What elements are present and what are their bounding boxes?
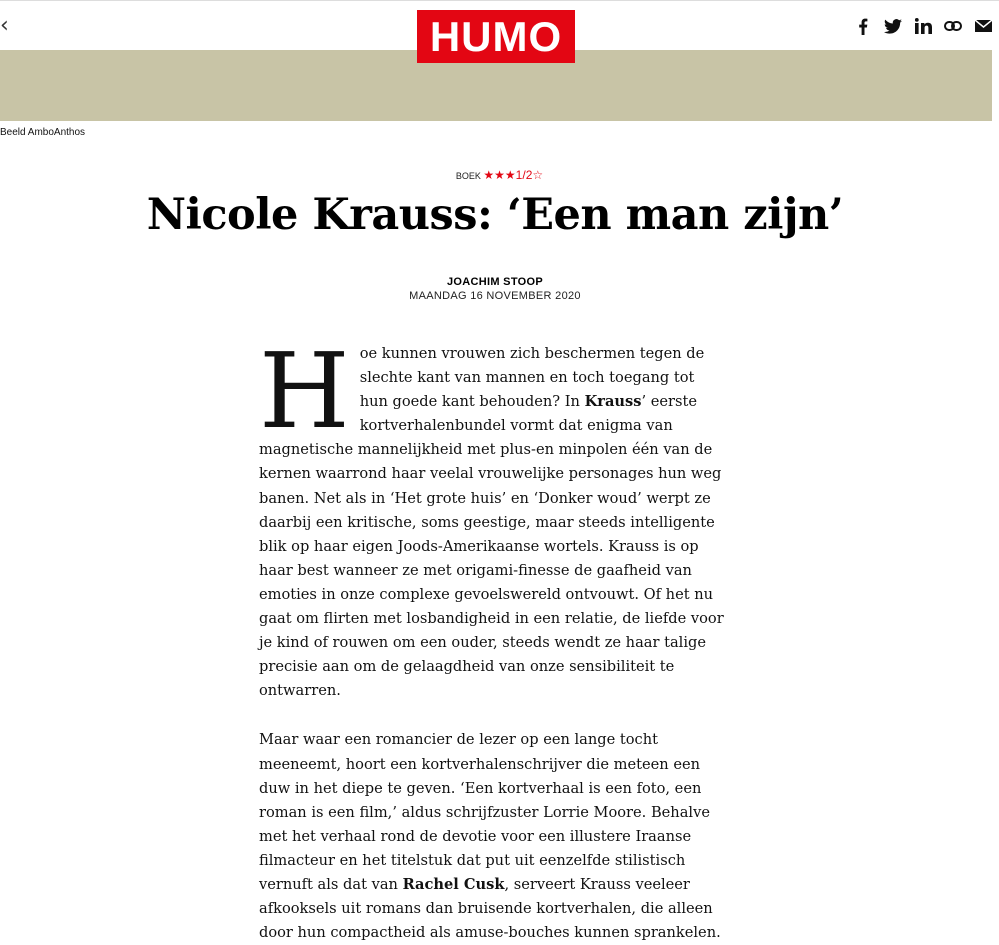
kicker — [0, 168, 999, 182]
star-rating: ★★★1/2☆ — [483, 168, 544, 182]
article-title: Nicole Krauss: ‘Een man zijn’ — [146, 190, 844, 240]
drop-cap: H — [259, 330, 350, 452]
back-button[interactable] — [0, 15, 14, 37]
linkedin-icon[interactable] — [913, 17, 933, 35]
paragraph: Hoe kunnen vrouwen zich beschermen tegen de slechte kant van mannen en toch toegang tot hun goede kant behouden? In Krauss’ eerste kortverhalenbundel vormt dat enigma van magnetische mannelijkheid met plus-en minpolen één van de kernen waarrond haar veelal vrouwelijke personages hun weg banen. Net als in ‘Het grote huis’ en ‘Donker woud’ werpt ze daarbij een kritische, soms geestige, maar steeds intelligente blik op haar eigen Joods-Amerikaanse wortels. Krauss is op haar best wanneer ze met origami-finesse de gaafheid van emoties in onze complexe gevoelswereld ontvouwt. Of het nu gaat om flirten met losbandigheid in een relatie, de liefde voor je kind of rouwen om een ouder, steeds wendt ze haar talige precisie aan om de gelaagdheid van onze sensibiliteit te ontwarren. — [259, 330, 724, 700]
share-bar — [853, 17, 993, 35]
bold-name: Rachel Cusk — [402, 875, 505, 893]
author-name[interactable]: JOACHIM STOOP — [447, 276, 543, 288]
link-icon[interactable] — [943, 17, 963, 35]
mail-icon[interactable] — [973, 17, 993, 35]
chevron-left-icon: ‹ — [0, 13, 9, 38]
image-caption: Beeld AmboAnthos — [0, 127, 86, 138]
bold-name: Krauss — [584, 393, 642, 411]
article-body — [259, 330, 724, 945]
twitter-icon[interactable] — [883, 17, 903, 35]
category-label: BOEK — [455, 171, 481, 181]
facebook-icon[interactable] — [853, 17, 873, 35]
top-bar — [0, 0, 999, 60]
publish-date: MAANDAG 16 NOVEMBER 2020 — [409, 290, 581, 302]
humo-logo[interactable]: HUMO — [417, 10, 575, 63]
paragraph: Maar waar een romancier de lezer op een lange tocht meeneemt, hoort een kortverhalenschrijver die meteen een duw in het diepe te geven. ‘Een kortverhaal is een foto, een roman is een film,’ aldus schrijfzuster Lorrie Moore. Behalve met het verhaal rond de devotie voor een illustere Iraanse filmacteur en het titelstuk dat put uit eenzelfde stilistisch vernuft als dat van Rachel Cusk, serveert Krauss veeleer afkooksels uit romans dan bruisende kortverhalen, die alleen door hun compactheid als amuse-bouches kunnen sprankelen. — [259, 731, 721, 942]
